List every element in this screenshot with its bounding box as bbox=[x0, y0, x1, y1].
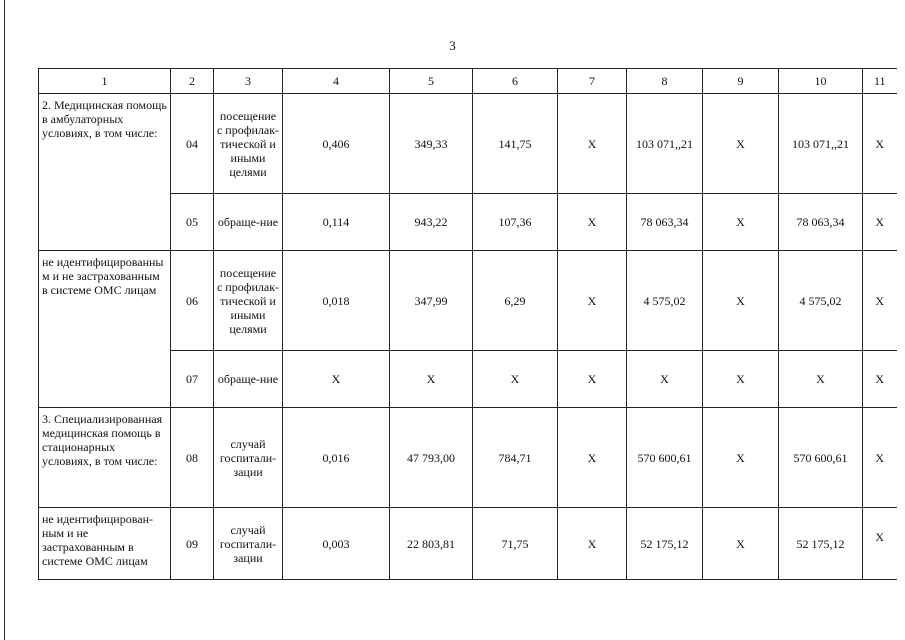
cell-col7: X bbox=[558, 351, 627, 408]
cell-col5: 22 803,81 bbox=[390, 508, 473, 580]
cell-col10: X bbox=[779, 351, 863, 408]
cell-col11: X bbox=[863, 508, 897, 580]
cell-col11: X bbox=[863, 408, 897, 508]
data-table bbox=[38, 68, 897, 580]
cell-col10: 570 600,61 bbox=[779, 408, 863, 508]
cell-col9: X bbox=[703, 194, 779, 251]
row-code: 08 bbox=[171, 408, 214, 508]
table-row bbox=[39, 408, 897, 508]
cell-col8: 78 063,34 bbox=[627, 194, 703, 251]
header-cell: 8 bbox=[627, 69, 703, 94]
cell-col6: 6,29 bbox=[473, 251, 558, 351]
header-cell: 5 bbox=[390, 69, 473, 94]
row-group-name: не идентифицирован-ным и не застрахованным в системе ОМС лицам bbox=[39, 508, 171, 580]
cell-col7: X bbox=[558, 194, 627, 251]
cell-col6: 141,75 bbox=[473, 94, 558, 194]
cell-col5: 349,33 bbox=[390, 94, 473, 194]
header-cell: 3 bbox=[214, 69, 283, 94]
cell-col7: X bbox=[558, 94, 627, 194]
cell-col8: 4 575,02 bbox=[627, 251, 703, 351]
cell-col8: X bbox=[627, 351, 703, 408]
cell-col8: 52 175,12 bbox=[627, 508, 703, 580]
table-header-row bbox=[39, 69, 897, 94]
cell-col6: 71,75 bbox=[473, 508, 558, 580]
header-cell: 6 bbox=[473, 69, 558, 94]
cell-col8: 103 071,,21 bbox=[627, 94, 703, 194]
cell-col4: 0,406 bbox=[283, 94, 390, 194]
cell-col5: 47 793,00 bbox=[390, 408, 473, 508]
cell-col10: 52 175,12 bbox=[779, 508, 863, 580]
row-unit: обраще-ние bbox=[214, 194, 283, 251]
cell-col9: X bbox=[703, 94, 779, 194]
header-cell: 4 bbox=[283, 69, 390, 94]
cell-col9: X bbox=[703, 508, 779, 580]
cell-col4: 0,018 bbox=[283, 251, 390, 351]
row-group-name: 3. Специализированная медицинская помощь в стационарных условиях, в том числе: bbox=[39, 408, 171, 508]
row-unit: случай госпитали-зации bbox=[214, 508, 283, 580]
row-unit: посещение с профилак-тической и иными целями bbox=[214, 251, 283, 351]
cell-col4: 0,114 bbox=[283, 194, 390, 251]
cell-col11: X bbox=[863, 351, 897, 408]
cell-col10: 103 071,,21 bbox=[779, 94, 863, 194]
header-cell: 10 bbox=[779, 69, 863, 94]
cell-col6: 107,36 bbox=[473, 194, 558, 251]
header-cell: 2 bbox=[171, 69, 214, 94]
header-cell: 7 bbox=[558, 69, 627, 94]
row-code: 06 bbox=[171, 251, 214, 351]
cell-col10: 4 575,02 bbox=[779, 251, 863, 351]
cell-col11: X bbox=[863, 94, 897, 194]
cell-col6: X bbox=[473, 351, 558, 408]
cell-col9: X bbox=[703, 351, 779, 408]
row-unit: случай госпитали-зации bbox=[214, 408, 283, 508]
cell-col8: 570 600,61 bbox=[627, 408, 703, 508]
page-margin-line bbox=[4, 0, 5, 640]
row-unit: обраще-ние bbox=[214, 351, 283, 408]
cell-col7: X bbox=[558, 251, 627, 351]
cell-col5: 943,22 bbox=[390, 194, 473, 251]
cell-col4: X bbox=[283, 351, 390, 408]
cell-col9: X bbox=[703, 251, 779, 351]
header-cell: 1 bbox=[39, 69, 171, 94]
table-row bbox=[39, 251, 897, 351]
cell-col11: X bbox=[863, 251, 897, 351]
page-number: 3 bbox=[449, 38, 456, 53]
cell-col10: 78 063,34 bbox=[779, 194, 863, 251]
row-code: 09 bbox=[171, 508, 214, 580]
row-code: 05 bbox=[171, 194, 214, 251]
cell-col4: 0,016 bbox=[283, 408, 390, 508]
cell-col9: X bbox=[703, 408, 779, 508]
cell-col5: X bbox=[390, 351, 473, 408]
table-row bbox=[39, 508, 897, 580]
cell-col6: 784,71 bbox=[473, 408, 558, 508]
row-code: 04 bbox=[171, 94, 214, 194]
header-cell: 9 bbox=[703, 69, 779, 94]
table-row bbox=[39, 94, 897, 194]
cell-col5: 347,99 bbox=[390, 251, 473, 351]
cell-col4: 0,003 bbox=[283, 508, 390, 580]
cell-col7: X bbox=[558, 408, 627, 508]
row-group-name: 2. Медицинская помощь в амбулаторных условиях, в том числе: bbox=[39, 94, 171, 251]
row-group-name: не идентифицированны м и не застрахованным в системе ОМС лицам bbox=[39, 251, 171, 408]
row-code: 07 bbox=[171, 351, 214, 408]
row-unit: посещение с профилак-тической и иными целями bbox=[214, 94, 283, 194]
header-cell: 11 bbox=[863, 69, 897, 94]
cell-col11: X bbox=[863, 194, 897, 251]
cell-col7: X bbox=[558, 508, 627, 580]
